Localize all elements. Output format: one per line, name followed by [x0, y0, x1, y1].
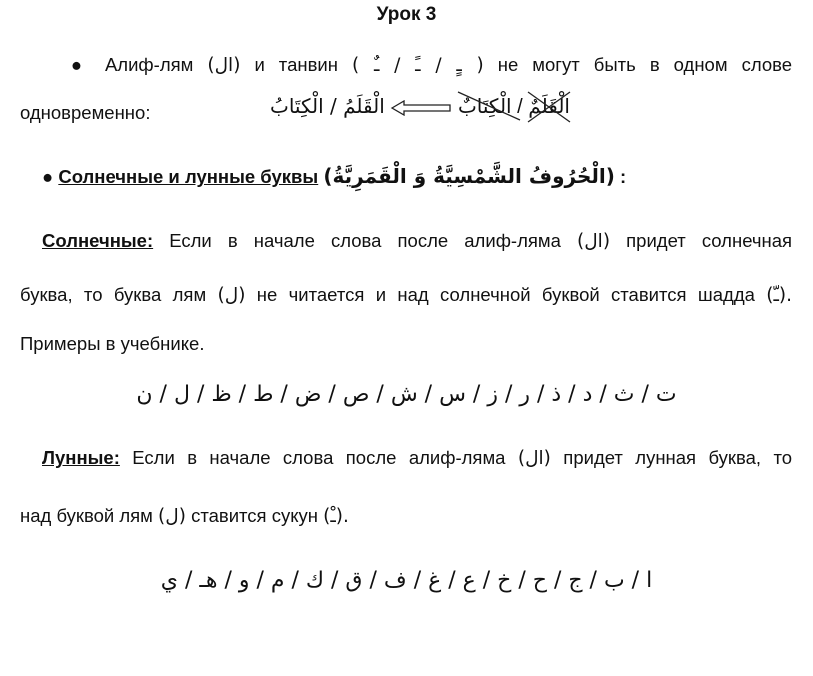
correct-example: الْقَلَمُ / الْكِتَابُ — [270, 94, 385, 118]
tanwin-rule-line-2: одновременно: — [20, 102, 151, 123]
alif-lam-arabic: (ال) — [207, 55, 241, 76]
moon-rule-line-1: Лунные: Если в начале слова после алиф-ляма (ال) придет лунная буква, то — [42, 447, 793, 469]
moon-letters-row: ا / ب / ج / ح / خ / ع / غ / ف / ق / ك / م / و / هـ / ي — [160, 568, 653, 593]
tanwin-marks: ( ـٍ / ـً / ـٌ ) — [352, 55, 484, 76]
arrow-left-icon — [390, 100, 452, 116]
sun-rule-line-1: Солнечные: Если в начале слова после алиф-ляма (ال) придет солнечная — [42, 230, 793, 252]
sun-letters-row: ت / ث / د / ذ / ر / ز / س / ش / ص / ض / ط / ظ / ل / ن — [136, 382, 677, 407]
sun-moon-heading: ● Солнечные и лунные буквы (الْحُرُوفُ الشَّمْسِيَّةُ وَ الْقَمَرِيَّةُ) : — [42, 164, 627, 188]
moon-label: Лунные: — [42, 447, 120, 468]
sukun-mark: (ـْ). — [323, 506, 349, 527]
wrong-example-2: الْقَلَمٌ — [528, 94, 570, 119]
section-heading: Солнечные и лунные буквы — [58, 166, 319, 187]
cross-out-icon — [524, 88, 574, 126]
bullet: ● — [42, 166, 54, 187]
sun-rule-line-3: Примеры в учебнике. — [20, 333, 205, 354]
sun-label: Солнечные: — [42, 230, 154, 251]
moon-rule-line-2: над буквой лям (ل) ставится сукун (ـْ). — [20, 505, 349, 527]
sun-rule-line-2: буква, то буква лям (ل) не читается и над солнечной буквой ставится шадда (ـّ). — [20, 284, 793, 306]
page-title: Урок 3 — [376, 4, 437, 25]
heading-arabic: (الْحُرُوفُ الشَّمْسِيَّةُ وَ الْقَمَرِيَّةُ) — [323, 164, 615, 188]
tanwin-examples: الْقَلَمُ / الْكِتَابُ الْكِتَابٌ / الْقَلَمٌ — [270, 94, 570, 119]
bullet: ● — [62, 54, 91, 75]
shadda-mark: (ـّ). — [766, 285, 793, 306]
tanwin-rule-line-1: ● Алиф-лям (ال) и танвин ( ـٍ / ـً / ـٌ ) не могут быть в одном слове — [62, 54, 793, 76]
cross-out-icon — [454, 88, 524, 124]
wrong-example-1: الْكِتَابٌ — [458, 94, 512, 119]
